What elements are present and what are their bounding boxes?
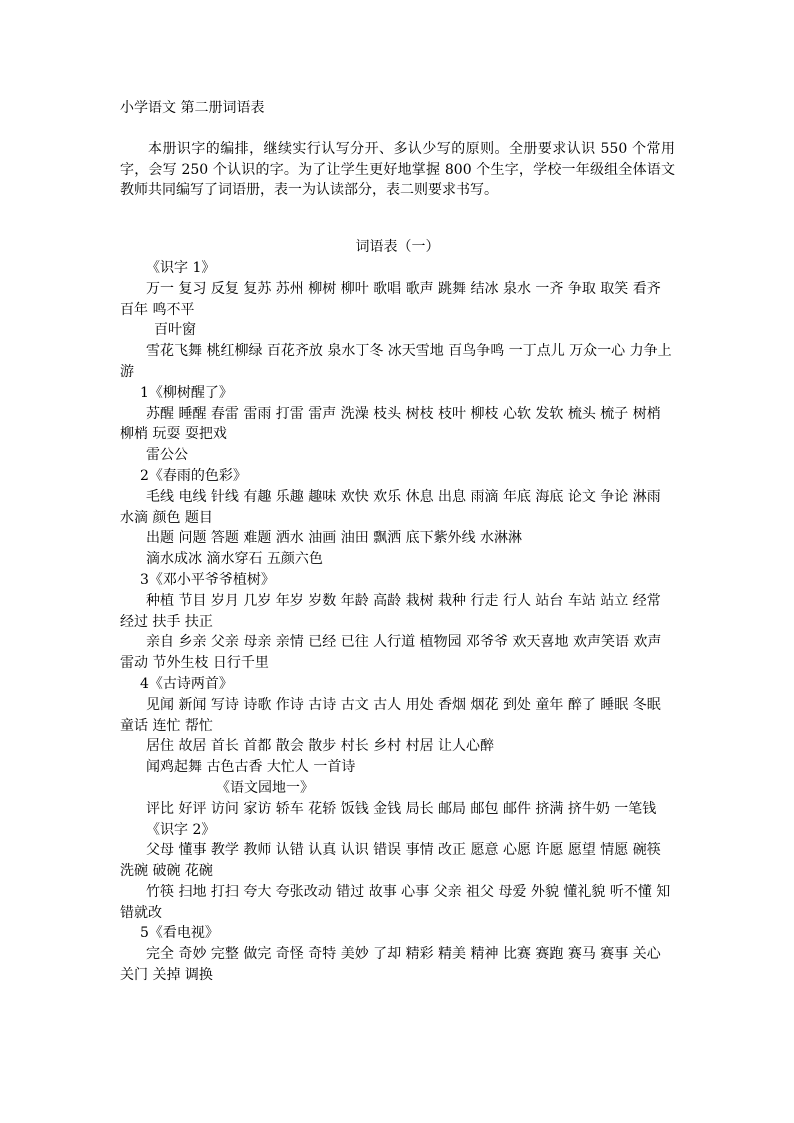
word-line: 《识字 1》 xyxy=(146,259,216,276)
word-line: 5《看电视》 xyxy=(140,925,219,942)
word-line: 亲自 乡亲 父亲 母亲 亲情 已经 已往 人行道 植物园 邓爷爷 欢天喜地 欢声笑语 欢声雷动 节外生枝 日行千里 xyxy=(120,634,662,672)
word-line: 百叶窗 xyxy=(154,322,196,339)
word-list xyxy=(120,258,675,986)
table-heading: 词语表（一） xyxy=(355,239,440,256)
word-line: 1《柳树醒了》 xyxy=(140,384,233,401)
word-line: 苏醒 睡醒 春雷 雷雨 打雷 雷声 洗澡 枝头 树枝 枝叶 柳枝 心软 发软 梳头 梳子 树梢 柳梢 玩耍 耍把戏 xyxy=(120,405,661,443)
word-line: 居住 故居 首长 首都 散会 散步 村长 乡村 村居 让人心醉 xyxy=(146,738,495,755)
word-line: 父母 懂事 教学 教师 认错 认真 认识 错误 事情 改正 愿意 心愿 许愿 愿望 情愿 碗筷 洗碗 破碗 花碗 xyxy=(120,842,661,880)
word-line: 《语文园地一》 xyxy=(216,779,314,796)
word-line: 3《邓小平爷爷植树》 xyxy=(140,571,275,588)
word-line: 见闻 新闻 写诗 诗歌 作诗 古诗 古文 古人 用处 香烟 烟花 到处 童年 醉了 睡眠 冬眠 童话 连忙 帮忙 xyxy=(120,696,661,734)
word-line: 评比 好评 访问 家访 轿车 花轿 饭钱 金钱 局长 邮局 邮包 邮件 挤满 挤牛奶 一笔钱 xyxy=(146,800,657,817)
word-line: 4《古诗两首》 xyxy=(140,675,233,692)
intro-paragraph: 本册识字的编排，继续实行认写分开、多认少写的原则。全册要求认识 550 个常用字，会写 250 个认识的字。为了让学生更好地掌握 800 个生字，学校一年级组全体语文教师共同编写了词语册，表一为认读部分，表二则要求书写。 xyxy=(120,140,675,199)
document-title: 小学语文 第二册词语表 xyxy=(120,100,265,116)
word-line: 种植 节目 岁月 几岁 年岁 岁数 年龄 高龄 栽树 栽种 行走 行人 站台 车站 站立 经常 经过 扶手 扶正 xyxy=(120,592,661,630)
word-line: 滴水成冰 滴水穿石 五颜六色 xyxy=(146,551,323,568)
word-line: 完全 奇妙 完整 做完 奇怪 奇特 美妙 了却 精彩 精美 精神 比赛 赛跑 赛马 赛事 关心 关门 关掉 调换 xyxy=(120,946,661,984)
document-content xyxy=(120,98,675,986)
word-line: 出题 问题 答题 难题 洒水 油画 油田 飘洒 底下紫外线 水淋淋 xyxy=(146,530,523,547)
word-line: 《识字 2》 xyxy=(146,821,216,838)
word-line: 万一 复习 反复 复苏 苏州 柳树 柳叶 歌唱 歌声 跳舞 结冰 泉水 一齐 争取 取笑 看齐 百年 鸣不平 xyxy=(120,280,661,318)
word-line: 雷公公 xyxy=(146,447,188,464)
word-line: 闻鸡起舞 古色古香 大忙人 一首诗 xyxy=(146,759,356,776)
word-line: 2《春雨的色彩》 xyxy=(140,467,247,484)
word-line: 雪花飞舞 桃红柳绿 百花齐放 泉水丁冬 冰天雪地 百鸟争鸣 一丁点儿 万众一心 力争上游 xyxy=(120,343,672,380)
word-line: 竹筷 扫地 打扫 夸大 夸张改动 错过 故事 心事 父亲 祖父 母爱 外貌 懂礼貌 听不懂 知错就改 xyxy=(120,883,671,921)
word-line: 毛线 电线 针线 有趣 乐趣 趣味 欢快 欢乐 休息 出息 雨滴 年底 海底 论文 争论 淋雨 水滴 颜色 题目 xyxy=(120,488,661,526)
